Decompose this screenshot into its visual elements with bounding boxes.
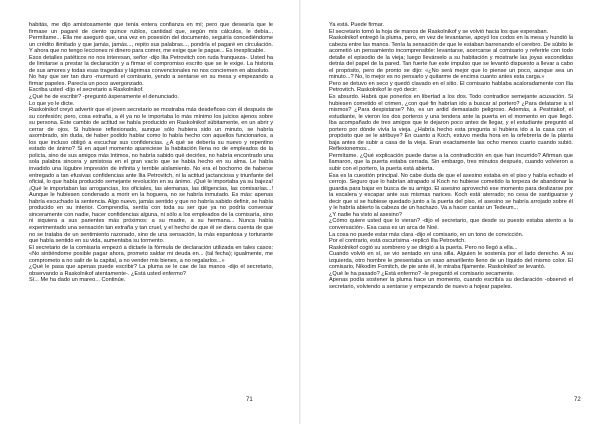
paragraph: Raskolnikof entregó la pluma, pero, en vez de levantarse, apoyó los codos en la mesa y hundió la cabeza entre las manos. Tenía la sensación de que le estaban barrenando el cerebro. De súbito le acometió un pensamiento incomprensible: levantarse, acercarse al comisario y referirle con todo detalle el episodio de la vieja; luego llevárselo a su habitación y mostrarle las joyas escondidas detrás del papel de la pared. Tan fuerte fue este impulso que se levantó dispuesto a llevar a cabo el propósito, pero de pronto se dijo: «¿No será mejor que lo piense un poco, aunque sea un minuto...? No, lo mejor es no pensarlo y quitarme de encima cuanto antes esta carga.» [329, 35, 573, 81]
paragraph: Ésa es la cuestión principal. No cabe duda de que el asesino estaba en el piso y había echado el cerrojo. Seguro que lo habrían atrapado si Koch no hubiese cometido la torpeza de abandonar la guardia para bajar en busca de su amigo. El asesino aprovechó ese momento para deslizarse por la escalera y escapar ante sus mismas narices. Koch está aterrado; no cesa de santiguarse y decir que si se hubiese quedado junto a la puerta del piso, el asesino se habría arrojado sobre él y le habría abierto la cabeza de un hachazo. Va a hacer cantar un Tedeum... [329, 172, 573, 212]
paragraph: Ya está. Puede firmar. [329, 22, 384, 28]
paragraph: Sí... Me ha dado un mareo... Continúe. [29, 277, 126, 284]
paragraph: Es absurdo. Habrá que ponerlos en libertad a los dos. Todo contradice semejante acusación. Si hubiesen cometido el crimen, ¿con qué fin habrían ido a buscar al portero? ¿Para delatarse a sí mismos? ¿Para despistarse? No, es un ardid demasiado peligroso. Además, a Pestriakof, el estudiante, le vieron los dos porteros y una tendera ante la puerta en el momento en que llegó. Iba acompañado de tres amigos que le dejaron poco antes de llegar, y el estudiante preguntó al portero por dónde vivía la vieja. ¿Habría hecho esta pregunta si hubiera ido a la casa con el propósito que se le atribuye? En cuanto a Koch, estuvo media hora en la orfebrería de la planta baja antes de subir a casa de la vieja. Eran exactamente las ocho menos cuarto cuando subió. Reflexionemos... [329, 94, 573, 153]
paragraph: Lo que yo le dicte. [29, 100, 75, 107]
page-number-left: 71 [246, 397, 253, 403]
paragraph: ¿Qué le pasa que apenas puede escribir? La pluma se le cae de las manos -dijo el secretario, observando a Raskolnikof atentamente-. ¿Está usted enfermo? [29, 264, 273, 277]
paragraph: ¿Qué he de escribir? -preguntó ásperamente el denunciado. [29, 94, 179, 101]
paragraph: El secretario tomó la hoja de manos de Raskolnikof y se volvió hacia los que esperaban. [329, 28, 549, 35]
paragraph: Apenas podía sostener la pluma hace un momento, cuando escribía su declaración -observó el secretario, volviendo a sentarse y empezando de nuevo a hojear papeles. [329, 277, 573, 290]
right-page-text [329, 22, 573, 392]
paragraph: Cuando volvió en sí, se vio sentado en una silla. Alguien le sostenía por el lado derecho. A su izquierda, otro hombre le presentaba un vaso amarillento lleno de un líquido del mismo color. El comisario, Nikodim Fomitch, de pie ante él, le miraba fijamente. Raskolnikof se levantó. [329, 251, 573, 271]
paragraph: Raskolnikof cogió su sombrero y se dirigió a la puerta. Pero no llegó a ella... [329, 244, 518, 251]
paragraph: Pero se detuvo en seco y quedó clavado en el sitio. El comisario hablaba acaloradamente con Ilia Petrovitch. Raskolnikof le oyó decir: [329, 80, 573, 94]
page-number-right: 72 [574, 397, 581, 403]
paragraph: Por el contrario, está oscurísima -replicó Ilia Petrovitch. [329, 238, 466, 245]
paragraph: Permítame. ¿Qué explicación puede darse a la contradicción en que han incurrido? Afirman que llamaron, que la puerta estaba cerrada. Sin embargo, tres minutos después, cuando volvieron a subir con el portero, la puerta está abierta. [329, 152, 573, 173]
paragraph: ¿Cómo quiere usted que lo vieran? -dijo el secretario, que desde su puesto estaba atento a la conversación-. Esa casa es un arca de Noé. [329, 218, 573, 231]
paragraph: La cosa no puede estar más clara -dijo el comisario, en un tono de convicción. [329, 231, 524, 238]
paragraph: ¿Y nadie ha visto al asesino? [329, 211, 402, 218]
paragraph: ¿Qué le ha pasado? ¿Está enfermo? -le preguntó el comisario secamente. [329, 270, 515, 277]
paragraph: Escriba usted -dijo el secretario a Raskolnikof. [29, 87, 144, 94]
paragraph: El secretario de la comisaría empezó a dictarle la fórmula de declaración utilizada en tales casos: «No sintiéndome posible pagar ahora, prometo saldar mi deuda en... (tal fecha); igualmente, me comprometo a no salir de la capital, a no vender mis bienes, a no regalarlos...» [29, 244, 273, 264]
paragraph: habitás, me dijo amistosamente que tenía entera confianza en mí; pero que desearía que le firmase un pagaré de ciento quince rublos, cantidad que, según mis cálculos, le debía... Permítame... Ella me aseguró que, una vez en posesión del documento, seguiría concediéndome un crédito ilimitado y que jamás, jamás..., repito sus palabras..., pondría el pagaré en circulación. Y ahora que no tengo lecciones ni dinero para comer, me exige que le pague... Es inexplicable. [29, 22, 273, 55]
paragraph: No hay que ser tan duro -murmuró el comisario, yendo a sentarse en su mesa y empezando a firmar papeles. Parecía un poco avergonzado. [29, 74, 273, 87]
left-page-text [29, 22, 273, 392]
right-page [300, 0, 600, 424]
paragraph: Raskolnikof creyó advertir que el joven secretario se mostraba más desdeñoso con él después de su confesión; pero, cosa extraña, a él ya no le importaba lo más mínimo los juicios ajenos sobre su persona. Este cambio de actitud se había producido en Raskolnikof súbitamente, en un abrir y cerrar de ojos. Si hubiese reflexionado, aunque sólo hubiera sido un minuto, se habría asombrado, sin duda, de haber podido hablar como lo había hecho con aquellos funcionarios, a los que incluso obligó a escuchar sus confidencias. ¿A qué se debería su nuevo y repentino estado de ánimo? Si en aquel momento apareciese la habitación llena no de empleados de la policía, sino de sus amigos más íntimos, no habría sabido qué decirles, no habría encontrado una sola palabra sincera y amistosa en el gran vacío que se había hecho en su alma. Le había invadido una lúgubre impresión de infinita y terrible aislamiento. No era el bochorno de haberse entregado a tan efusivas confidencias ante Ilia Petrovitch, ni la actitud jactanciosa y triunfante del oficial, lo que había producido semejante revolución en su ánimo. ¡Qué le importaba ya su bajeza! ¡Qué le importaban las arrogancias, los oficiales, las alemanas, las diligencias, las comisarías...! Aunque le hubiesen condenado a morir en la hoguera, no se habría inmutado. Es más: apenas habría escuchado la sentencia. Algo nuevo, jamás sentido y que no habría sabido definir, se había producido en su interior. Comprendía, sentía con toda su ser que ya no podría conversar sinceramente con nadie, hacer confidencias alguna, ni sólo a los empleados de la comisaría, sino ni siquiera a sus parientes más próximos: a su madre, a su hermana... Nunca había experimentado una sensación tan extraña y tan cruel, y el hecho de que él se diera cuenta de que no se trataba de un sentimiento razonado, sino de una sensación, la más espantosa y torturante que había sentido en su vida, aumentaba su tormento. [29, 107, 273, 245]
paragraph: Esos detalles patéticos no nos interesan, señor -dijo Ilia Petrovitch con ruda franqueza-. Usted ha de limitarse a prestar la declaración y a firmar el compromiso escrito que se le exige. La historia de sus amores y todas esas tragedias y lágrimas convencionales no nos conciernen en absoluto. [29, 54, 273, 74]
